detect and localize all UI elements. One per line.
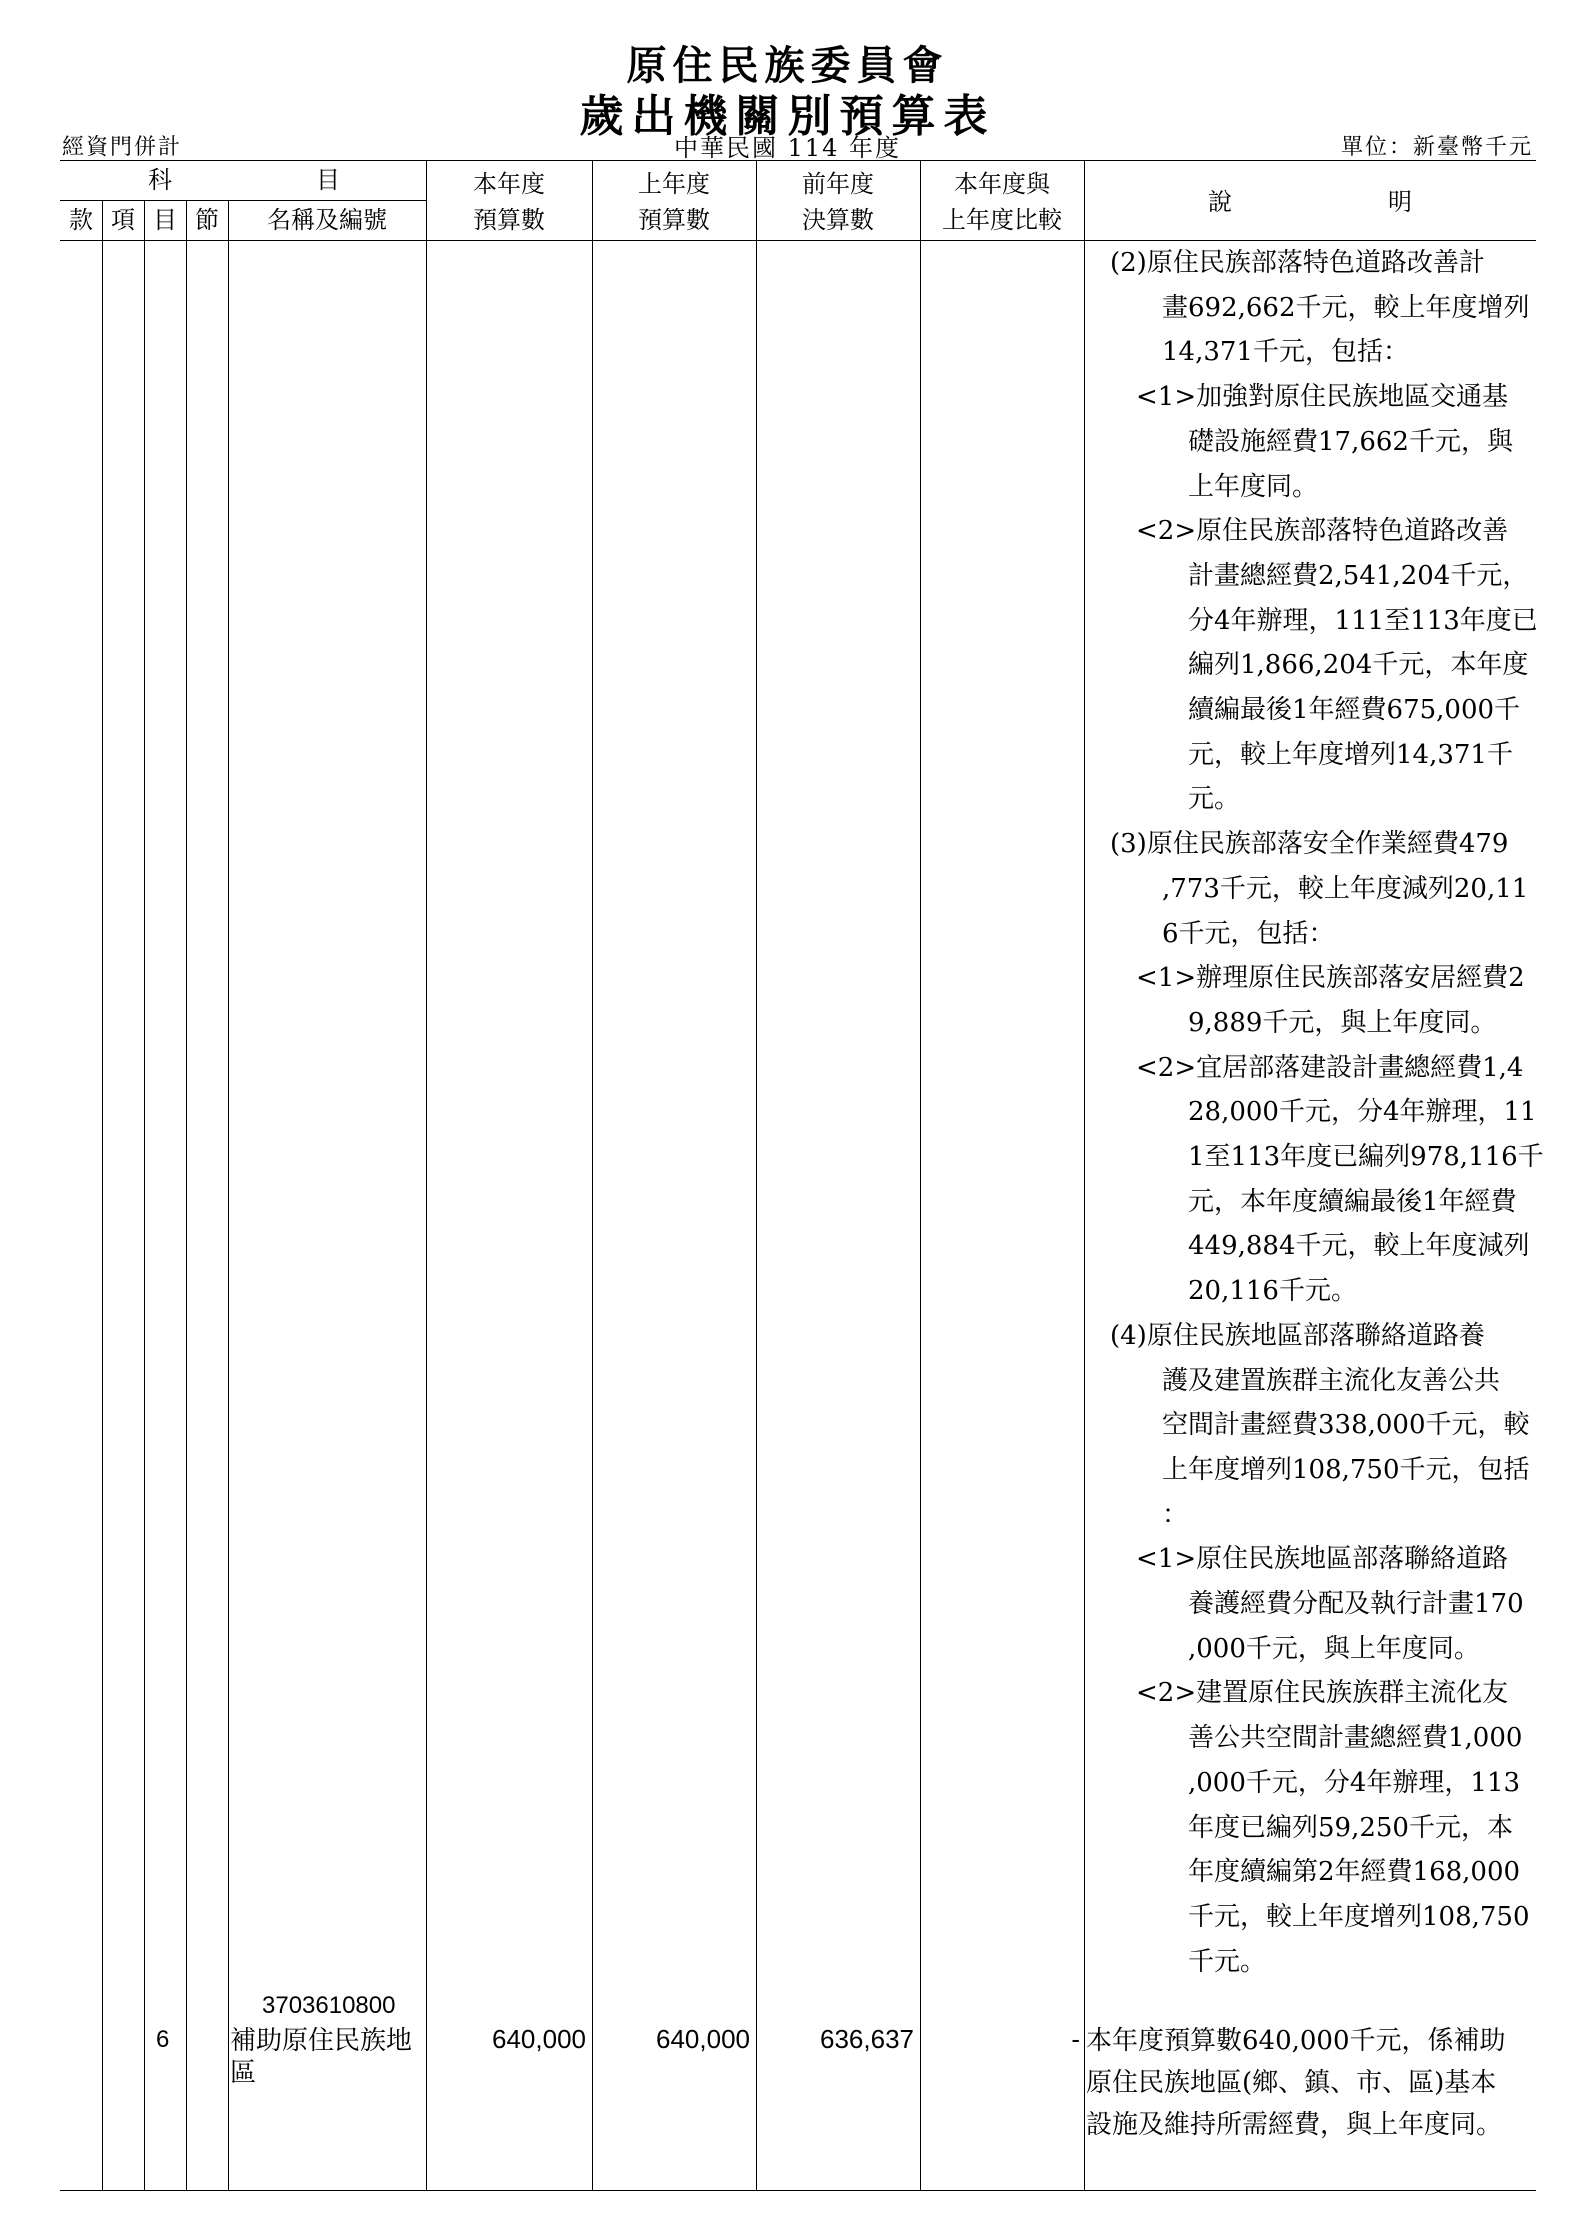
row-prev-year: 636,637 <box>820 2024 914 2054</box>
header-this-year-2: 預算數 <box>473 206 545 234</box>
description-line: 20,116千元。 <box>1110 1276 1357 1306</box>
description-line: <2>原住民族部落特色道路改善 <box>1110 516 1509 546</box>
header-compare-1: 本年度與 <box>954 170 1050 198</box>
row-mu: 6 <box>156 2026 170 2053</box>
row-name-line1: 補助原住民族地 <box>230 2026 413 2056</box>
header-xiang: 項 <box>111 206 135 234</box>
description-line: 續編最後1年經費675,000千 <box>1110 695 1521 725</box>
col-divider-kuan <box>102 200 103 2190</box>
col-divider-name <box>426 160 427 2190</box>
col-divider-mu <box>186 200 187 2190</box>
description-line: <1>辦理原住民族部落安居經費2 <box>1110 963 1525 993</box>
col-divider-prev-year <box>920 160 921 2190</box>
description-line: 千元。 <box>1110 1947 1267 1977</box>
header-bottom-border <box>60 240 1536 241</box>
description-line: 年度已編列59,250千元，本 <box>1110 1813 1513 1843</box>
description-line: (3)原住民族部落安全作業經費479 <box>1110 829 1509 859</box>
header-desc-1: 說 <box>1208 188 1232 216</box>
header-prev-year-1: 前年度 <box>802 170 874 198</box>
description-line: 1至113年度已編列978,116千 <box>1110 1142 1544 1172</box>
description-line: 9,889千元，與上年度同。 <box>1110 1008 1497 1038</box>
description-line: 計畫總經費2,541,204千元， <box>1110 561 1529 591</box>
organization-title: 原住民族委員會 <box>626 42 949 89</box>
header-last-year-1: 上年度 <box>638 170 710 198</box>
row-last-year: 640,000 <box>656 2024 750 2054</box>
description-line: 礎設施經費17,662千元，與 <box>1110 427 1513 457</box>
description-line: 上年度增列108,750千元，包括 <box>1110 1455 1530 1485</box>
row-code: 3703610800 <box>262 1992 396 2019</box>
header-kuan: 款 <box>69 206 93 234</box>
header-last-year-2: 預算數 <box>638 206 710 234</box>
description-line: 上年度同。 <box>1110 472 1319 502</box>
header-prev-year-2: 決算數 <box>802 206 874 234</box>
header-this-year-1: 本年度 <box>473 170 545 198</box>
description-line: 護及建置族群主流化友善公共 <box>1110 1366 1501 1396</box>
description-line: 養護經費分配及執行計畫170 <box>1110 1589 1524 1619</box>
col-divider-xiang <box>144 200 145 2190</box>
header-mu: 目 <box>153 206 177 234</box>
description-line: 善公共空間計畫總經費1,000 <box>1110 1723 1523 1753</box>
header-subject-right: 目 <box>316 166 340 194</box>
header-subject-left: 科 <box>148 166 172 194</box>
col-divider-last-year <box>756 160 757 2190</box>
description-line: 6千元，包括： <box>1110 919 1335 949</box>
row-desc-line1: 本年度預算數640,000千元，係補助 <box>1086 2026 1506 2056</box>
description-line: ,000千元，與上年度同。 <box>1110 1634 1480 1664</box>
col-divider-this-year <box>592 160 593 2190</box>
description-line: <1>加強對原住民族地區交通基 <box>1110 382 1509 412</box>
row-this-year: 640,000 <box>492 2024 586 2054</box>
header-compare-2: 上年度比較 <box>942 206 1062 234</box>
description-line: 畫692,662千元，較上年度增列 <box>1110 293 1530 323</box>
description-line: (2)原住民族部落特色道路改善計 <box>1110 248 1485 278</box>
description-line: 449,884千元，較上年度減列 <box>1110 1231 1530 1261</box>
description-line: 14,371千元，包括： <box>1110 337 1409 367</box>
col-divider-compare <box>1084 160 1085 2190</box>
description-line: 元，較上年度增列14,371千 <box>1110 740 1513 770</box>
description-line: 編列1,866,204千元，本年度 <box>1110 650 1529 680</box>
col-divider-jie <box>228 200 229 2190</box>
row-desc-line2: 原住民族地區(鄉、鎮、市、區)基本 <box>1086 2068 1497 2098</box>
header-desc-2: 明 <box>1388 188 1412 216</box>
expense-type-label: 經資門併計 <box>62 135 183 160</box>
header-name-code: 名稱及編號 <box>267 206 387 234</box>
description-line: 年度續編第2年經費168,000 <box>1110 1857 1521 1887</box>
description-line: ,773千元，較上年度減列20,11 <box>1110 874 1529 904</box>
description-line: ： <box>1110 1500 1189 1530</box>
unit-label: 單位：新臺幣千元 <box>1340 135 1533 160</box>
description-line: 元。 <box>1110 784 1241 814</box>
description-line: <2>建置原住民族族群主流化友 <box>1110 1678 1509 1708</box>
row-compare: - <box>1071 2024 1080 2054</box>
description-line: 空間計畫經費338,000千元，較 <box>1110 1410 1530 1440</box>
description-line: <2>宜居部落建設計畫總經費1,4 <box>1110 1053 1524 1083</box>
table-bottom-border <box>60 2190 1536 2191</box>
description-line: ,000千元，分4年辦理，113 <box>1110 1768 1521 1798</box>
description-line: <1>原住民族地區部落聯絡道路 <box>1110 1544 1509 1574</box>
report-title: 歲出機關別預算表 <box>579 91 996 142</box>
description-line: 分4年辦理，111至113年度已 <box>1110 606 1538 636</box>
row-desc-line3: 設施及維持所需經費，與上年度同。 <box>1086 2110 1503 2140</box>
row-name-line2: 區 <box>230 2058 257 2088</box>
fiscal-year-label: 中華民國 114 年度 <box>673 134 902 162</box>
description-line: (4)原住民族地區部落聯絡道路養 <box>1110 1321 1485 1351</box>
header-jie: 節 <box>195 206 219 234</box>
description-line: 28,000千元，分4年辦理，11 <box>1110 1097 1537 1127</box>
description-line: 元，本年度續編最後1年經費 <box>1110 1187 1517 1217</box>
description-line: 千元，較上年度增列108,750 <box>1110 1902 1530 1932</box>
